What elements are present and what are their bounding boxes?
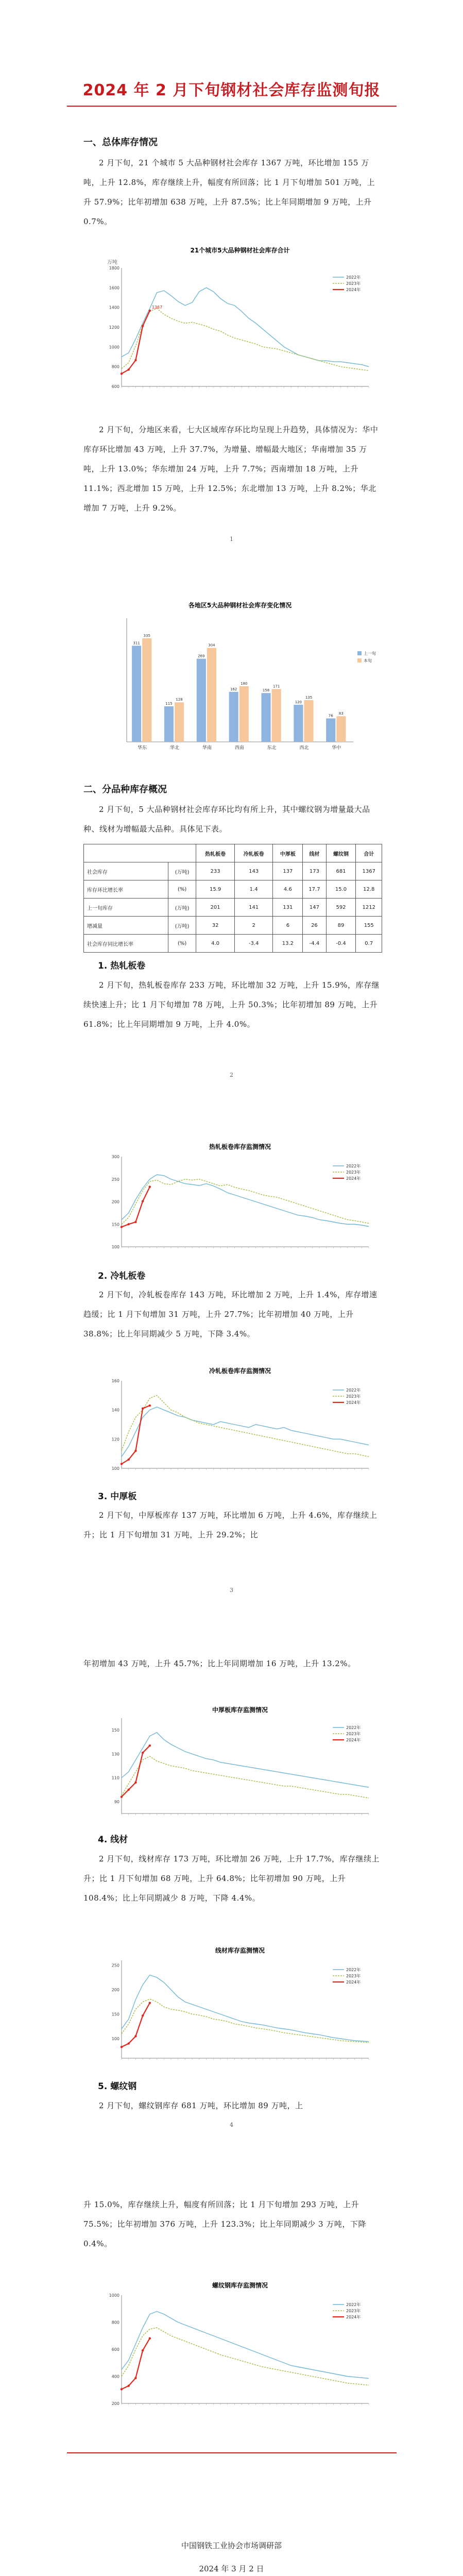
y-tick-label: 100 bbox=[111, 1466, 119, 1471]
series-line-0 bbox=[122, 1407, 369, 1456]
legend-label: 上一旬 bbox=[364, 651, 376, 656]
category-label: 华北 bbox=[170, 745, 180, 751]
table-cell: 26 bbox=[303, 917, 326, 935]
table-row bbox=[84, 899, 382, 917]
table-cell: 12.8 bbox=[356, 880, 382, 899]
table-cell: 201 bbox=[196, 899, 235, 917]
bar-1 bbox=[175, 702, 184, 742]
table-cell: 131 bbox=[273, 899, 303, 917]
table-cell: 17.7 bbox=[303, 880, 326, 899]
table-row-label: 社会库存 bbox=[84, 862, 168, 880]
series-point bbox=[134, 2035, 136, 2037]
legend-swatch bbox=[357, 658, 362, 663]
series-point bbox=[121, 1795, 123, 1798]
series-line-2 bbox=[122, 311, 150, 374]
heading-cold-rolled: 2. 冷轧板卷 bbox=[98, 1271, 146, 1281]
y-tick-label: 140 bbox=[111, 1408, 119, 1413]
bar-0 bbox=[229, 692, 238, 742]
bar-1 bbox=[207, 648, 216, 742]
bar-value-label: 335 bbox=[143, 634, 150, 638]
series-point bbox=[134, 1782, 136, 1784]
series-point bbox=[128, 2385, 130, 2387]
table-cell: 1367 bbox=[356, 862, 382, 880]
legend-label: 2024年 bbox=[346, 1400, 361, 1405]
bar-0 bbox=[294, 705, 303, 742]
legend-label: 2023年 bbox=[346, 1394, 361, 1399]
table-row-label: 库存环比增长率 bbox=[84, 880, 168, 899]
page-number: 1 bbox=[230, 536, 233, 543]
table-row-unit: (万吨) bbox=[168, 917, 196, 935]
data-label: 1367 bbox=[151, 304, 163, 310]
legend-label: 2022年 bbox=[346, 1388, 361, 1393]
legend-label: 2024年 bbox=[346, 2315, 361, 2319]
table-cell: 13.2 bbox=[273, 935, 303, 953]
series-point bbox=[128, 1459, 130, 1461]
title-rule bbox=[67, 106, 397, 107]
legend-label: 2023年 bbox=[346, 1974, 361, 1978]
table-cell: 4.6 bbox=[273, 880, 303, 899]
heading-hot-rolled: 1. 热轧板卷 bbox=[98, 961, 146, 971]
table-header-cell: 合计 bbox=[356, 844, 382, 862]
chart-regions bbox=[96, 595, 384, 765]
bar-value-label: 269 bbox=[198, 654, 205, 658]
table-cell: 592 bbox=[326, 899, 356, 917]
bar-value-label: 311 bbox=[133, 641, 140, 646]
category-label: 东北 bbox=[267, 745, 277, 751]
bar-value-label: 76 bbox=[328, 714, 333, 718]
series-point bbox=[142, 325, 144, 327]
page-number: 4 bbox=[230, 2122, 233, 2128]
table-header-cell: 中厚板 bbox=[273, 844, 303, 862]
paragraph-total-inventory: 2 月下旬，21 个城市 5 大品种钢材社会库存 1367 万吨，环比增加 155 万吨，上升 12.8%，库存继续上升，幅度有所回落；比 1 月下旬增加 501 万吨，上升 57.9%；比年初增加 638 万吨，上升 87.5%；比上年同期增加 9 万吨，上升 0.7%。 bbox=[83, 158, 375, 226]
bar-0 bbox=[197, 659, 206, 742]
bar-0 bbox=[132, 646, 141, 742]
bar-value-label: 135 bbox=[305, 696, 313, 700]
table-header-cell: 螺纹钢 bbox=[326, 844, 356, 862]
bar-0 bbox=[326, 718, 335, 742]
series-line-0 bbox=[122, 287, 369, 366]
chart-total-inventory bbox=[96, 237, 384, 407]
paragraph-cold-rolled: 2 月下旬，冷轧板卷库存 143 万吨，环比增加 2 万吨，上升 1.4%，库存增速趋缓；比 1 月下旬增加 31 万吨，上升 27.7%；比年初增加 40 万吨，上升 38.8%；比上年同期减少 5 万吨，下降 3.4%。 bbox=[83, 1290, 378, 1338]
bar-value-label: 171 bbox=[272, 684, 280, 689]
y-tick-label: 150 bbox=[111, 1222, 119, 1227]
y-tick-label: 150 bbox=[111, 2012, 119, 2017]
y-tick-label: 1000 bbox=[109, 2293, 119, 2298]
heading-wire-rod: 4. 线材 bbox=[98, 1835, 128, 1845]
bar-value-label: 180 bbox=[241, 682, 248, 686]
legend-label: 本旬 bbox=[364, 658, 372, 663]
series-point bbox=[149, 1185, 151, 1188]
section-heading-varieties: 二、分品种库存概况 bbox=[83, 784, 167, 795]
category-label: 华中 bbox=[332, 745, 341, 751]
table-cell: -4.4 bbox=[303, 935, 326, 953]
y-tick-label: 1200 bbox=[109, 325, 119, 330]
table-row-unit: (%) bbox=[168, 935, 196, 953]
y-tick-label: 600 bbox=[111, 2347, 119, 2352]
series-line-1 bbox=[122, 2328, 369, 2385]
category-label: 西北 bbox=[299, 745, 309, 751]
series-point bbox=[142, 2014, 144, 2016]
chart-unit-label: 万吨 bbox=[107, 260, 117, 265]
legend-label: 2023年 bbox=[346, 1170, 361, 1175]
series-point bbox=[149, 2337, 151, 2340]
table-cell: 147 bbox=[303, 899, 326, 917]
chart-title: 线材库存监测情况 bbox=[215, 1947, 265, 1954]
section-heading-total: 一、总体库存情况 bbox=[83, 137, 158, 148]
table-header-corner bbox=[84, 844, 196, 862]
series-point bbox=[134, 1450, 136, 1452]
series-line-1 bbox=[122, 1395, 369, 1456]
table-cell: 155 bbox=[356, 917, 382, 935]
legend-label: 2022年 bbox=[346, 1725, 361, 1730]
chart-wire-rod bbox=[96, 1942, 384, 2071]
legend-label: 2023年 bbox=[346, 2309, 361, 2313]
bar-value-label: 304 bbox=[208, 643, 215, 648]
legend-label: 2022年 bbox=[346, 275, 361, 280]
y-tick-label: 110 bbox=[111, 1775, 119, 1781]
document-title: 2024 年 2 月下旬钢材社会库存监测旬报 bbox=[82, 81, 381, 99]
series-line-0 bbox=[122, 1733, 369, 1787]
paragraph-wire-rod: 2 月下旬，线材库存 173 万吨，环比增加 26 万吨，上升 17.7%，库存继续上升；比 1 月下旬增加 68 万吨，上升 64.8%；比年初增加 90 万吨，上升 108.4%；比上年同期减少 8 万吨，下降 4.4%。 bbox=[83, 1854, 380, 1903]
y-tick-label: 250 bbox=[111, 1963, 119, 1968]
series-point bbox=[128, 1223, 130, 1225]
table-cell: 173 bbox=[303, 862, 326, 880]
table-cell: 6 bbox=[273, 917, 303, 935]
y-tick-label: 1400 bbox=[109, 305, 119, 310]
bar-value-label: 120 bbox=[295, 700, 302, 704]
legend-label: 2023年 bbox=[346, 281, 361, 286]
paragraph-hot-rolled: 2 月下旬，热轧板卷库存 233 万吨，环比增加 32 万吨，上升 15.9%，库存继续快速上升；比 1 月下旬增加 78 万吨，上升 50.3%；比年初增加 89 万吨，上升 61.8%；比上年同期增加 9 万吨，上升 4.0%。 bbox=[83, 980, 380, 1029]
y-tick-label: 800 bbox=[111, 2320, 119, 2325]
series-point bbox=[149, 1744, 151, 1747]
table-cell: 15.9 bbox=[196, 880, 235, 899]
series-point bbox=[149, 2002, 151, 2004]
series-point bbox=[121, 372, 123, 375]
table-cell: 32 bbox=[196, 917, 235, 935]
table-cell: 89 bbox=[326, 917, 356, 935]
footer-date: 2024 年 3 月 2 日 bbox=[199, 2564, 264, 2573]
paragraph-medium-plate-1: 2 月下旬，中厚板库存 137 万吨，环比增加 6 万吨，上升 4.6%，库存继续上升；比 1 月下旬增加 31 万吨，上升 29.2%；比 bbox=[83, 1511, 378, 1539]
series-point bbox=[142, 1752, 144, 1754]
bar-value-label: 83 bbox=[338, 711, 344, 716]
table-row-unit: (%) bbox=[168, 880, 196, 899]
chart-rebar bbox=[96, 2277, 384, 2416]
y-tick-label: 1600 bbox=[109, 285, 119, 291]
footer-organization: 中国钢铁工业协会市场调研部 bbox=[181, 2541, 282, 2550]
series-point bbox=[121, 2388, 123, 2390]
bar-1 bbox=[239, 686, 249, 742]
y-tick-label: 250 bbox=[111, 1177, 119, 1182]
table-cell: -3.4 bbox=[234, 935, 273, 953]
table-header-cell: 冷轧板卷 bbox=[234, 844, 273, 862]
legend-label: 2022年 bbox=[346, 1968, 361, 1972]
series-point bbox=[121, 1226, 123, 1228]
chart-hot-rolled bbox=[96, 1139, 384, 1260]
y-tick-label: 100 bbox=[111, 2037, 119, 2041]
bar-0 bbox=[261, 693, 270, 742]
y-tick-label: 200 bbox=[111, 1199, 119, 1205]
chart-title: 冷轧板卷库存监测情况 bbox=[209, 1367, 271, 1375]
series-point bbox=[128, 2042, 130, 2044]
legend-label: 2022年 bbox=[346, 1164, 361, 1168]
y-tick-label: 200 bbox=[111, 2401, 119, 2406]
table-row-label: 增减量 bbox=[84, 917, 168, 935]
heading-medium-plate: 3. 中厚板 bbox=[98, 1492, 137, 1502]
table-cell: 141 bbox=[234, 899, 273, 917]
chart-title: 21个城市5大品种钢材社会库存合计 bbox=[190, 247, 290, 254]
series-point bbox=[134, 359, 136, 361]
series-point bbox=[121, 2046, 123, 2048]
bar-1 bbox=[142, 638, 151, 742]
y-tick-label: 150 bbox=[111, 1728, 119, 1733]
table-row-label: 社会库存同比增长率 bbox=[84, 935, 168, 953]
y-tick-label: 200 bbox=[111, 1988, 119, 1992]
category-label: 华东 bbox=[138, 745, 147, 751]
table-cell: 143 bbox=[234, 862, 273, 880]
series-point bbox=[142, 1408, 144, 1410]
legend-label: 2024年 bbox=[346, 1738, 361, 1742]
paragraph-region-inventory: 2 月下旬，分地区来看，七大区域库存环比均呈现上升趋势，具体情况为：华中库存环比增加 43 万吨，上升 37.7%，为增量、增幅最大地区；华南增加 35 万吨，上升 13.0%；华东增加 24 万吨，上升 7.7%；西南增加 18 万吨，上升 11.1%；西北增加 15 万吨，上升 12.5%；东北增加 13 万吨，上升 8.2%；华北增加 7 万吨，上升 9.2%。 bbox=[83, 425, 379, 513]
table-header-cell: 热轧板卷 bbox=[196, 844, 235, 862]
table-row bbox=[84, 862, 382, 880]
y-tick-label: 160 bbox=[111, 1379, 119, 1383]
y-tick-label: 130 bbox=[111, 1752, 119, 1757]
paragraph-varieties: 2 月下旬，5 大品种钢材社会库存环比均有所上升，其中螺纹钢为增量最大品种、线材为增幅最大品种。具体见下表。 bbox=[83, 805, 370, 834]
chart-title: 热轧板卷库存监测情况 bbox=[209, 1143, 271, 1150]
table-cell: 1.4 bbox=[234, 880, 273, 899]
legend-swatch bbox=[357, 651, 362, 655]
page-number: 3 bbox=[230, 1587, 233, 1594]
chart-title: 螺纹钢库存监测情况 bbox=[212, 2282, 268, 2289]
y-tick-label: 300 bbox=[111, 1155, 119, 1159]
series-point bbox=[128, 1789, 130, 1791]
table-cell: 233 bbox=[196, 862, 235, 880]
y-tick-label: 120 bbox=[111, 1437, 119, 1442]
table-cell: 681 bbox=[326, 862, 356, 880]
legend-label: 2022年 bbox=[346, 2302, 361, 2307]
series-point bbox=[128, 368, 130, 370]
bar-1 bbox=[304, 700, 313, 742]
paragraph-rebar-2: 升 15.0%，库存继续上升，幅度有所回落；比 1 月下旬增加 293 万吨，上升 75.5%；比年初增加 376 万吨，上升 123.3%；比上年同期减少 3 万吨，下降 0.4%。 bbox=[83, 2200, 366, 2248]
table-cell: 137 bbox=[273, 862, 303, 880]
bar-value-label: 158 bbox=[262, 688, 270, 693]
chart-title: 中厚板库存监测情况 bbox=[212, 1706, 268, 1714]
table-row-unit: (万吨) bbox=[168, 862, 196, 880]
footer-rule bbox=[67, 2452, 397, 2453]
bar-1 bbox=[336, 716, 346, 742]
series-point bbox=[149, 310, 151, 312]
series-line-1 bbox=[122, 1179, 369, 1225]
y-tick-label: 600 bbox=[111, 384, 119, 389]
series-line-1 bbox=[122, 1756, 369, 1798]
table-cell: 2 bbox=[234, 917, 273, 935]
table-cell: 0.7 bbox=[356, 935, 382, 953]
table-cell: 4.0 bbox=[196, 935, 235, 953]
chart-title: 各地区5大品种钢材社会库存变化情况 bbox=[188, 602, 292, 609]
table-cell: -0.4 bbox=[326, 935, 356, 953]
legend-label: 2023年 bbox=[346, 1732, 361, 1736]
series-line-2 bbox=[122, 2003, 150, 2047]
y-tick-label: 1800 bbox=[109, 266, 119, 270]
table-cell: 1212 bbox=[356, 899, 382, 917]
chart-medium-plate bbox=[96, 1703, 384, 1826]
heading-rebar: 5. 螺纹钢 bbox=[98, 2081, 137, 2092]
table-header-row bbox=[84, 844, 382, 862]
bar-value-label: 128 bbox=[176, 698, 183, 702]
table-row bbox=[84, 880, 382, 899]
y-tick-label: 800 bbox=[111, 364, 119, 369]
series-point bbox=[142, 2349, 144, 2351]
bar-value-label: 115 bbox=[165, 702, 173, 706]
y-tick-label: 1000 bbox=[109, 345, 119, 350]
paragraph-medium-plate-2: 年初增加 43 万吨，上升 45.7%；比上年同期增加 16 万吨，上升 13.2%。 bbox=[83, 1659, 356, 1668]
series-line-1 bbox=[122, 1999, 369, 2043]
category-label: 西南 bbox=[234, 745, 244, 751]
paragraph-rebar-1: 2 月下旬，螺纹钢库存 681 万吨，环比增加 89 万吨，上 bbox=[99, 2101, 303, 2110]
table-header-cell: 线材 bbox=[303, 844, 326, 862]
legend-label: 2024年 bbox=[346, 1980, 361, 1985]
page-number: 2 bbox=[230, 1072, 233, 1078]
series-line-0 bbox=[122, 1175, 369, 1227]
bar-0 bbox=[164, 706, 174, 742]
series-point bbox=[121, 1463, 123, 1465]
table-row bbox=[84, 935, 382, 953]
y-tick-label: 100 bbox=[111, 1245, 119, 1249]
series-point bbox=[134, 2377, 136, 2379]
series-line-0 bbox=[122, 1975, 369, 2042]
table-row bbox=[84, 917, 382, 935]
table-row-unit: (万吨) bbox=[168, 899, 196, 917]
series-point bbox=[134, 1221, 136, 1223]
legend-label: 2024年 bbox=[346, 287, 361, 292]
series-point bbox=[149, 1404, 151, 1406]
chart-cold-rolled bbox=[96, 1363, 384, 1479]
bar-1 bbox=[272, 689, 281, 742]
legend-label: 2024年 bbox=[346, 1176, 361, 1181]
series-point bbox=[142, 1200, 144, 1202]
series-line-0 bbox=[122, 2312, 369, 2379]
table-cell: 15.0 bbox=[326, 880, 356, 899]
y-tick-label: 90 bbox=[114, 1799, 119, 1804]
category-label: 华南 bbox=[202, 745, 212, 751]
y-tick-label: 400 bbox=[111, 2374, 119, 2379]
bar-value-label: 162 bbox=[230, 687, 237, 691]
table-row-label: 上一旬库存 bbox=[84, 899, 168, 917]
inventory-table bbox=[83, 844, 382, 953]
